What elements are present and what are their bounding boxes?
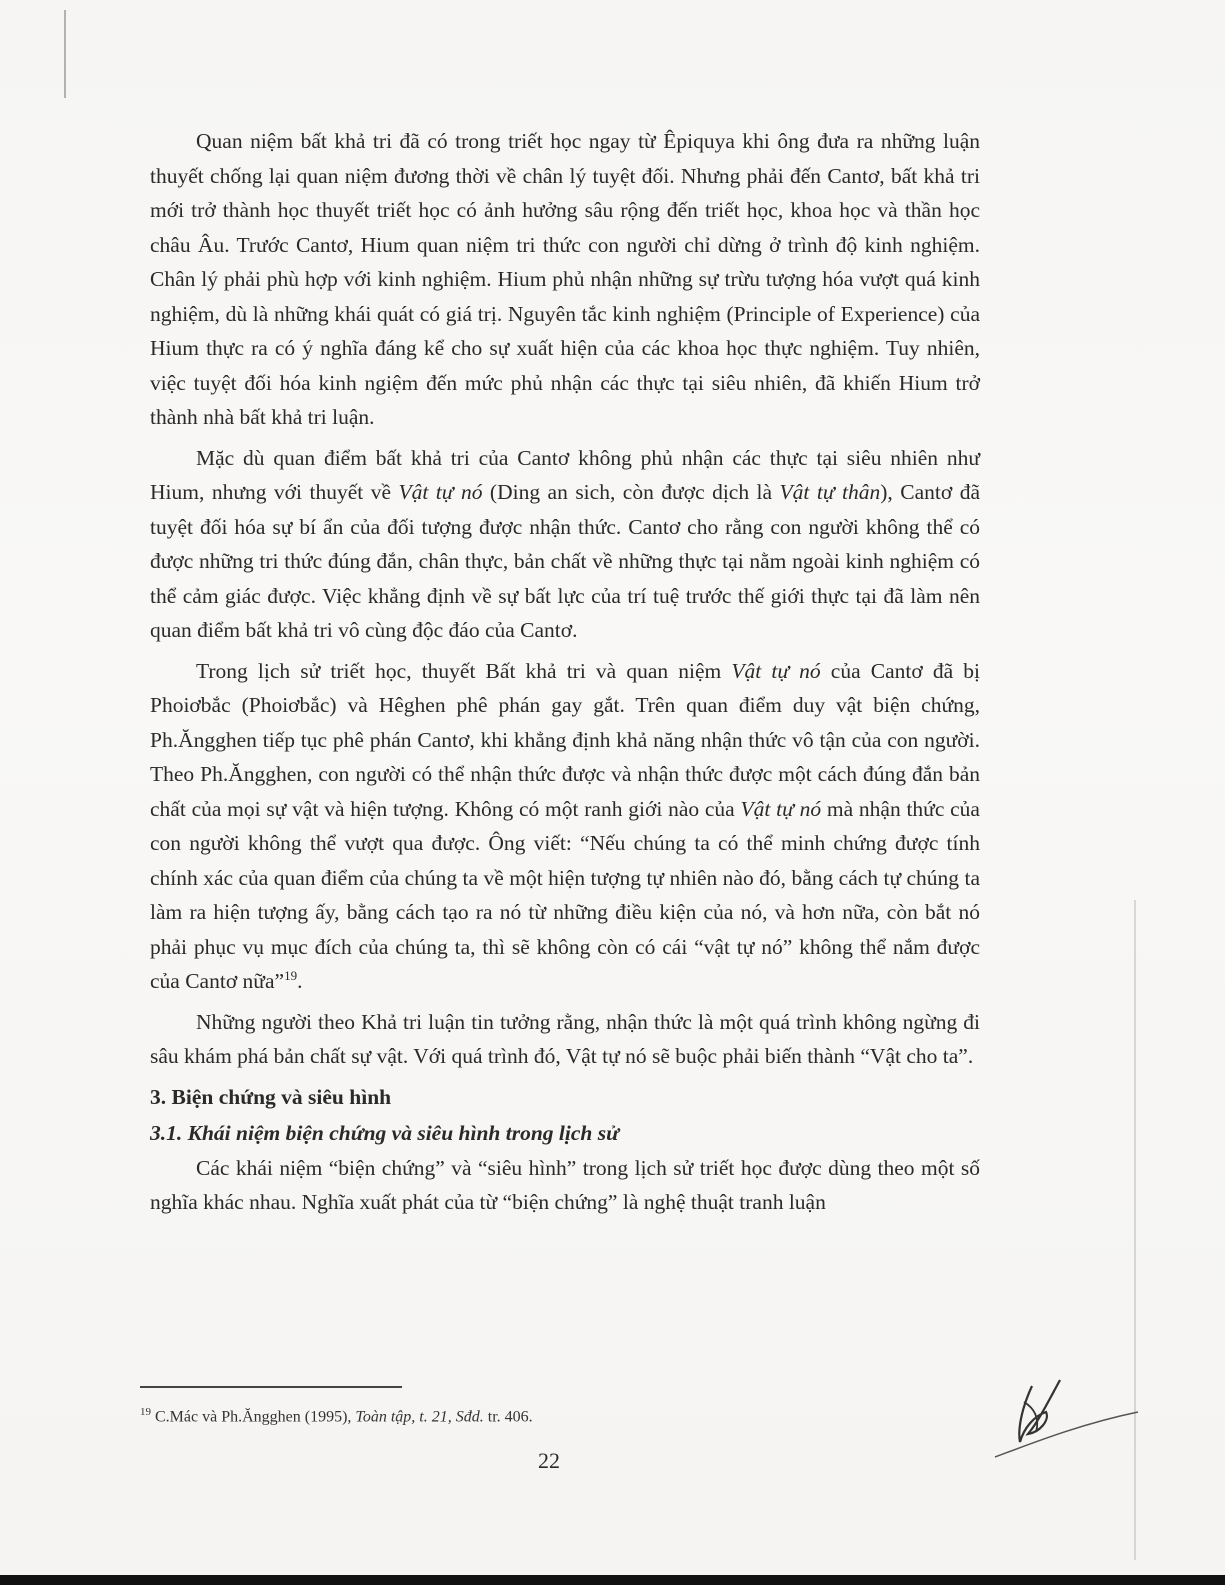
paragraph-3-italic-1: Vật tự nó <box>731 658 821 683</box>
footnote-italic: Toàn tập, t. 21, Sđd. <box>355 1408 484 1426</box>
paragraph-1: Quan niệm bất khả tri đã có trong triết học ngay từ Êpiquya khi ông đưa ra những luận thuyết chống lại quan niệm đương thời về chân lý tuyệt đối. Nhưng phải đến Cantơ, bất khả tri mới trở thành học thuyết triết học có ảnh hưởng sâu rộng đến triết học, khoa học và thần học châu Âu. Trước Cantơ, Hium quan niệm tri thức con người chỉ dừng ở trình độ kinh nghiệm. Chân lý phải phù hợp với kinh nghiệm. Hium phủ nhận những sự trừu tượng hóa vượt quá kinh nghiệm, dù là những khái quát có giá trị. Nguyên tắc kinh nghiệm (Principle of Experience) của Hium thực ra có ý nghĩa đáng kể cho sự xuất hiện của các khoa học thực nghiệm. Tuy nhiên, việc tuyệt đối hóa kinh ngiệm đến mức phủ nhận các thực tại siêu nhiên, đã khiến Hium trở thành nhà bất khả tri luận. <box>150 129 980 429</box>
section-heading: 3. Biện chứng và siêu hình <box>150 1084 392 1109</box>
paragraph-3-italic-2: Vật tự nó <box>740 796 822 821</box>
paragraph-2 <box>150 441 980 648</box>
paragraph-2-text-b: (Ding an sich, còn được dịch là <box>482 480 780 504</box>
footnote-rest: tr. 406. <box>483 1408 533 1426</box>
paragraph-3-text-a: Trong lịch sử triết học, thuyết Bất khả tri và quan niệm <box>196 658 732 683</box>
scan-edge-left <box>64 10 66 98</box>
paragraph-3 <box>150 654 980 999</box>
paragraph-2-text-a: Mặc dù quan điểm bất khả tri của Cantơ không phủ nhận các thực tại siêu nhiên như Hium, nhưng với thuyết về <box>150 445 980 504</box>
paragraph-4: Những người theo Khả tri luận tin tưởng rằng, nhận thức là một quá trình không ngừng đi sâu khám phá bản chất sự vật. Với quá trình đó, Vật tự nó sẽ buộc phải biến thành “Vật cho ta”. <box>150 1009 980 1068</box>
footnote <box>140 1406 533 1426</box>
footnote-ref: 19 <box>284 967 298 983</box>
footnote-text: C.Mác và Ph.Ăngghen (1995), <box>151 1408 356 1426</box>
signature <box>990 1372 1140 1462</box>
paragraph-3-text-d: . <box>297 969 303 993</box>
footnote-divider <box>140 1386 402 1388</box>
paragraph-3-text-c: mà nhận thức của con người không thể vượt qua được. Ông viết: “Nếu chúng ta có thể minh chứng được tính chính xác của quan điểm của chúng ta về một hiện tượng tự nhiên nào đó, bằng cách tự chúng ta làm ra hiện tượng ấy, bằng cách tạo ra nó từ những điều kiện của nó, và hơn nữa, còn bắt nó phải phục vụ mục đích của chúng ta, thì sẽ không còn có cái “vật tự nó” không thể nắm được của Cantơ nữa” <box>150 796 980 993</box>
paragraph-2-italic-2: Vật tự thân <box>779 480 881 504</box>
paragraph-3-text-b: của Cantơ đã bị Phoiơbắc (Phoiơbắc) và Hêghen phê phán gay gắt. Trên quan điểm duy vật biện chứng, Ph.Ăngghen tiếp tục phê phán Cantơ, khi khẳng định khả năng nhận thức vô tận của con người. Theo Ph.Ăngghen, con người có thể nhận thức được và nhận thức được một cách đúng đắn bản chất của mọi sự vật và hiện tượng. Không có một ranh giới nào của <box>150 658 981 821</box>
body-text <box>150 124 980 1226</box>
paragraph-5: Các khái niệm “biện chứng” và “siêu hình” trong lịch sử triết học được dùng theo một số nghĩa khác nhau. Nghĩa xuất phát của từ “biện chứng” là nghệ thuật tranh luận <box>150 1155 980 1214</box>
subsection-heading: 3.1. Khái niệm biện chứng và siêu hình trong lịch sử <box>150 1121 620 1145</box>
paragraph-2-italic-1: Vật tự nó <box>398 480 483 504</box>
page-number: 22 <box>538 1448 560 1473</box>
footnote-number: 19 <box>140 1406 151 1418</box>
paragraph-2-text-c: ), Cantơ đã tuyệt đối hóa sự bí ẩn của đối tượng được nhận thức. Cantơ cho rằng con người không thể có được những tri thức đúng đắn, chân thực, bản chất về những thực tại nằm ngoài kinh nghiệm có thể cảm giác được. Việc khẳng định về sự bất lực của trí tuệ trước thế giới thực tại đã làm nên quan điểm bất khả tri vô cùng độc đáo của Cantơ. <box>150 480 980 642</box>
scan-edge-bottom <box>0 1575 1225 1585</box>
